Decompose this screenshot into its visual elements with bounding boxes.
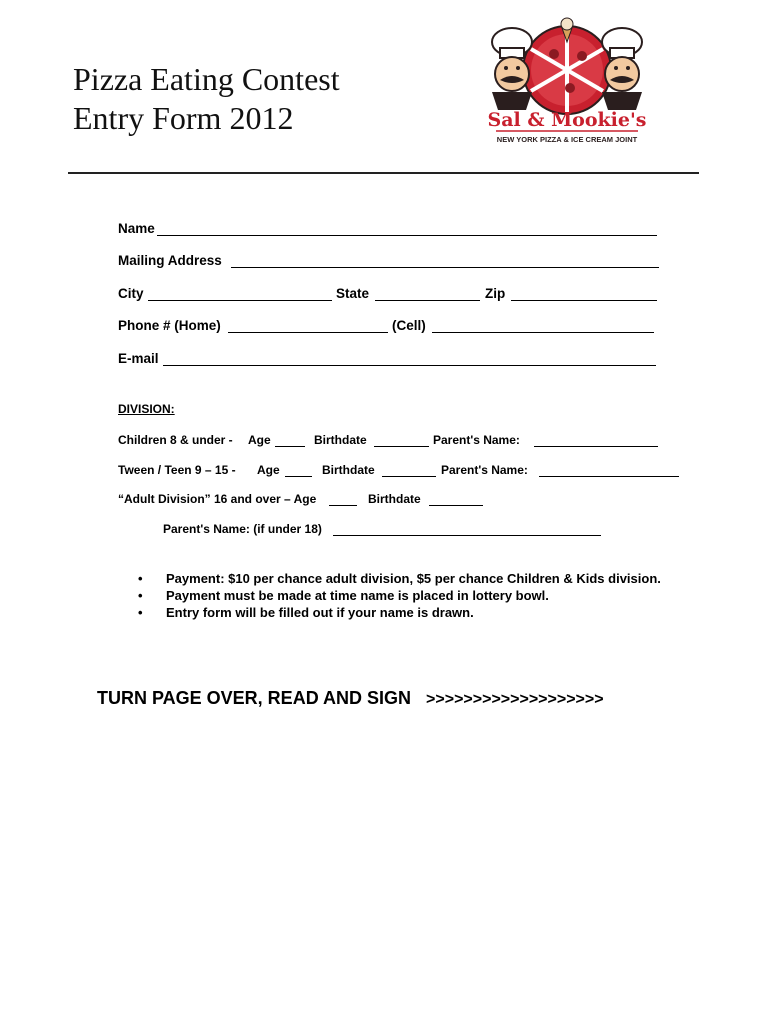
email-label: E-mail [118,351,159,366]
adult-birthdate-field[interactable] [429,505,483,506]
phone-home-field[interactable] [228,332,388,333]
tween-birthdate-label: Birthdate [322,463,375,477]
bullet-icon: • [138,588,143,603]
children-age-field[interactable] [275,446,305,447]
bullet-item [138,588,549,603]
header-divider [68,172,699,174]
city-field[interactable] [148,300,332,301]
adult-division-label: “Adult Division” 16 and over – Age [118,492,317,506]
title-line-1: Pizza Eating Contest [73,61,340,97]
children-age-label: Age [248,433,271,447]
tween-age-label: Age [257,463,280,477]
children-parent-label: Parent's Name: [433,433,520,447]
state-field[interactable] [375,300,480,301]
logo-tagline-text: NEW YORK PIZZA & ICE CREAM JOINT [496,135,638,144]
phone-cell-field[interactable] [432,332,654,333]
tween-age-field[interactable] [285,476,312,477]
email-field[interactable] [163,365,656,366]
payment-timing-note: Payment must be made at time name is placed in lottery bowl. [166,588,549,603]
tween-birthdate-field[interactable] [382,476,436,477]
adult-parent-label: Parent's Name: (if under 18) [163,522,322,536]
zip-field[interactable] [511,300,657,301]
bullet-icon: • [138,571,143,586]
turn-page-text: TURN PAGE OVER, READ AND SIGN [97,688,412,708]
logo-brand-text: Sal & Mookie's [487,109,647,131]
state-label: State [336,286,370,301]
name-field[interactable] [157,235,657,236]
adult-parent-field[interactable] [333,535,601,536]
phone-cell-label: (Cell) [392,318,426,333]
bullet-icon: • [138,605,143,620]
children-parent-field[interactable] [534,446,658,447]
sal-and-mookies-logo [482,14,652,150]
children-birthdate-field[interactable] [374,446,429,447]
turn-page-arrows: >>>>>>>>>>>>>>>>>>> [426,691,604,708]
logo-graphic [482,14,652,150]
children-division-label: Children 8 & under - [118,433,233,447]
bullet-item [138,605,474,620]
city-label: City [118,286,144,301]
adult-age-field[interactable] [329,505,357,506]
entry-form-note: Entry form will be filled out if your name is drawn. [166,605,474,620]
name-label: Name [118,221,155,236]
adult-birthdate-label: Birthdate [368,492,421,506]
mailing-address-label: Mailing Address [118,253,222,268]
tween-parent-field[interactable] [539,476,679,477]
mailing-address-field[interactable] [231,267,659,268]
division-heading: DIVISION: [118,402,175,416]
tween-division-label: Tween / Teen 9 – 15 - [118,463,236,477]
bullet-item [138,571,661,586]
zip-label: Zip [485,286,506,301]
phone-home-label: Phone # (Home) [118,318,221,333]
turn-page-instruction [97,688,604,709]
tween-parent-label: Parent's Name: [441,463,528,477]
title-line-2: Entry Form 2012 [73,100,294,136]
children-birthdate-label: Birthdate [314,433,367,447]
payment-note: Payment: $10 per chance adult division, $5 per chance Children & Kids division. [166,571,661,586]
